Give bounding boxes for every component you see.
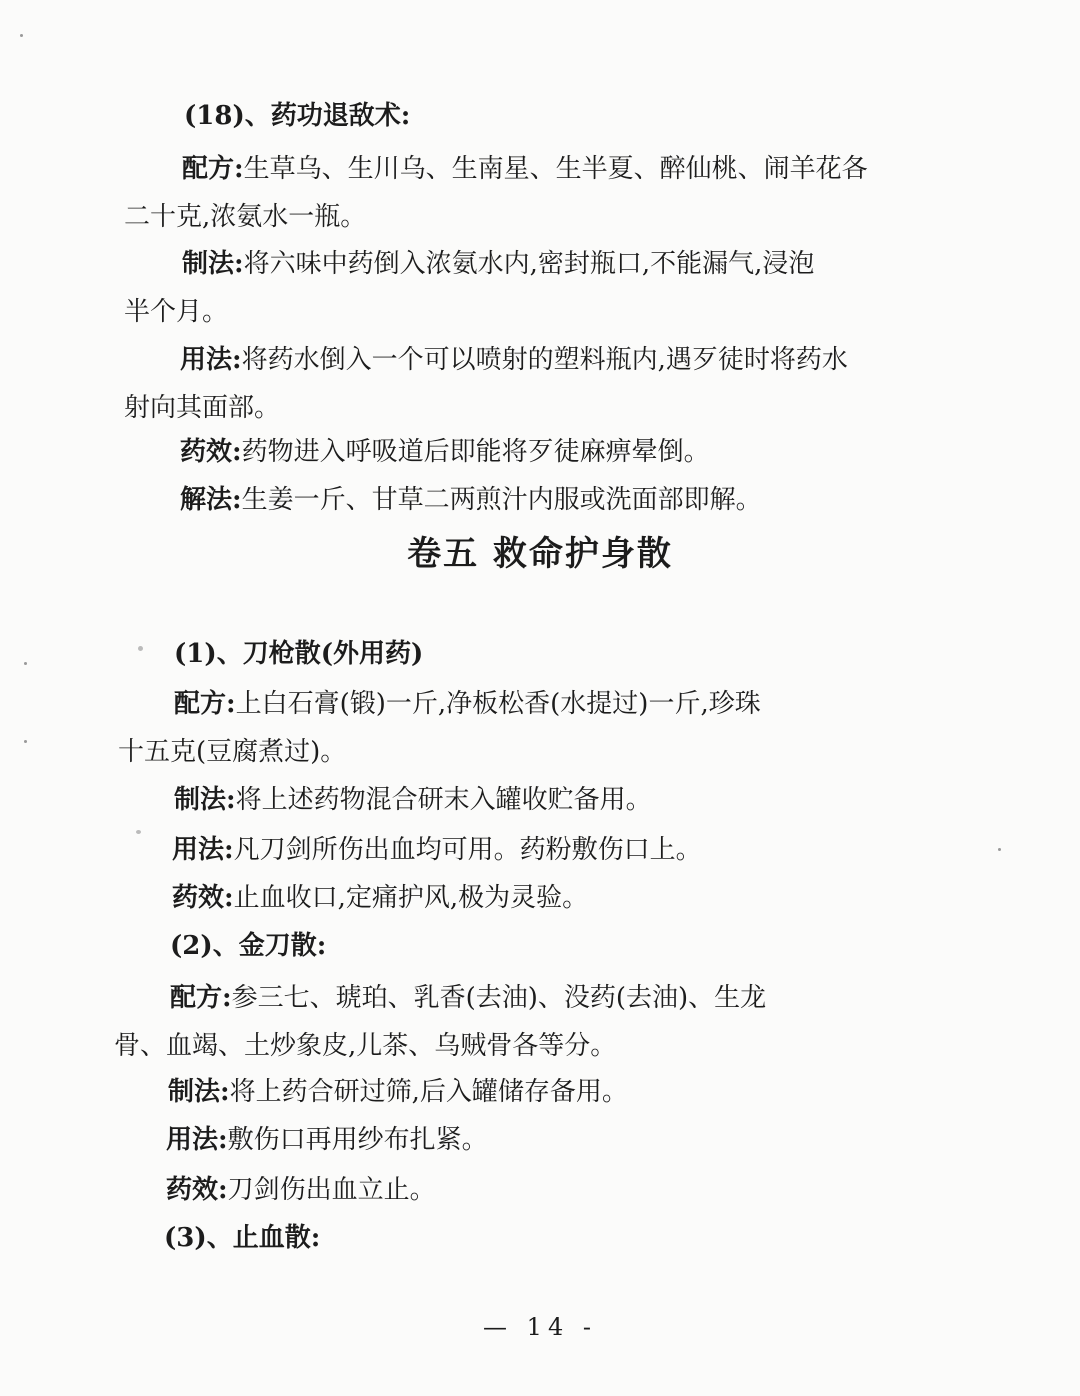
usage-text: 敷伤口再用纱布扎紧。 — [227, 1125, 488, 1155]
preparation-label: 制法: — [182, 249, 244, 279]
effect-text: 止血收口,定痛护风,极为灵验。 — [233, 883, 589, 913]
section-18-formula — [124, 145, 964, 241]
preparation-text: 将上述药物混合研末入罐收贮备用。 — [235, 785, 652, 815]
formula-label: 配方: — [174, 689, 236, 719]
preparation-label: 制法: — [174, 785, 236, 815]
section-1-heading: (1)、刀枪散(外用药) — [174, 639, 424, 669]
effect-text: 药物进入呼吸道后即能将歹徒麻痹晕倒。 — [241, 437, 710, 467]
scan-speck — [136, 830, 141, 834]
scan-speck — [24, 662, 27, 665]
formula-label: 配方: — [182, 154, 244, 184]
preparation-text: 将上药合研过筛,后入罐储存备用。 — [229, 1077, 628, 1107]
antidote-label: 解法: — [180, 485, 242, 515]
section-2-effect — [166, 1174, 436, 1206]
section-1-preparation — [174, 784, 652, 816]
page-number: — 14 - — [483, 1313, 597, 1341]
section-1-usage — [172, 834, 702, 866]
formula-text-continued: 十五克(豆腐煮过)。 — [118, 737, 347, 767]
section-18-heading: (18)、药功退敌术: — [184, 101, 411, 131]
section-18-usage — [124, 336, 964, 432]
usage-label: 用法: — [166, 1125, 228, 1155]
section-2-preparation — [168, 1076, 628, 1108]
usage-label: 用法: — [172, 835, 234, 865]
preparation-label: 制法: — [168, 1077, 230, 1107]
effect-label: 药效: — [172, 883, 234, 913]
formula-text-continued: 二十克,浓氨水一瓶。 — [124, 202, 367, 232]
usage-text: 凡刀剑所伤出血均可用。药粉敷伤口上。 — [233, 835, 702, 865]
section-1-formula — [118, 680, 958, 776]
antidote-text: 生姜一斤、甘草二两煎汁内服或洗面部即解。 — [241, 485, 762, 515]
section-2-usage — [166, 1124, 488, 1156]
section-2-formula — [114, 974, 954, 1070]
preparation-text-continued: 半个月。 — [124, 297, 229, 327]
formula-text: 上白石膏(锻)一斤,净板松香(水提过)一斤,珍珠 — [235, 689, 761, 719]
formula-label: 配方: — [170, 983, 232, 1013]
effect-label: 药效: — [166, 1175, 228, 1205]
formula-text-continued: 骨、血竭、土炒象皮,儿茶、乌贼骨各等分。 — [114, 1031, 617, 1061]
section-1-effect — [172, 882, 588, 914]
section-18-antidote — [180, 484, 762, 516]
formula-text: 参三七、琥珀、乳香(去油)、没药(去油)、生龙 — [231, 983, 767, 1013]
scan-speck — [138, 646, 143, 651]
usage-label: 用法: — [180, 345, 242, 375]
formula-text: 生草乌、生川乌、生南星、生半夏、醉仙桃、闹羊花各 — [243, 154, 868, 184]
section-18-preparation — [124, 240, 964, 336]
section-3-heading: (3)、止血散: — [164, 1223, 321, 1253]
preparation-text: 将六味中药倒入浓氨水内,密封瓶口,不能漏气,浸泡 — [243, 249, 815, 279]
chapter-title: 卷五 救命护身散 — [407, 534, 673, 574]
usage-text: 将药水倒入一个可以喷射的塑料瓶内,遇歹徒时将药水 — [241, 345, 848, 375]
scan-speck — [998, 848, 1001, 851]
scan-speck — [20, 34, 23, 37]
effect-label: 药效: — [180, 437, 242, 467]
section-18-effect — [180, 436, 710, 468]
effect-text: 刀剑伤出血立止。 — [227, 1175, 436, 1205]
usage-text-continued: 射向其面部。 — [124, 393, 281, 423]
scan-speck — [24, 740, 27, 743]
section-2-heading: (2)、金刀散: — [170, 931, 327, 961]
